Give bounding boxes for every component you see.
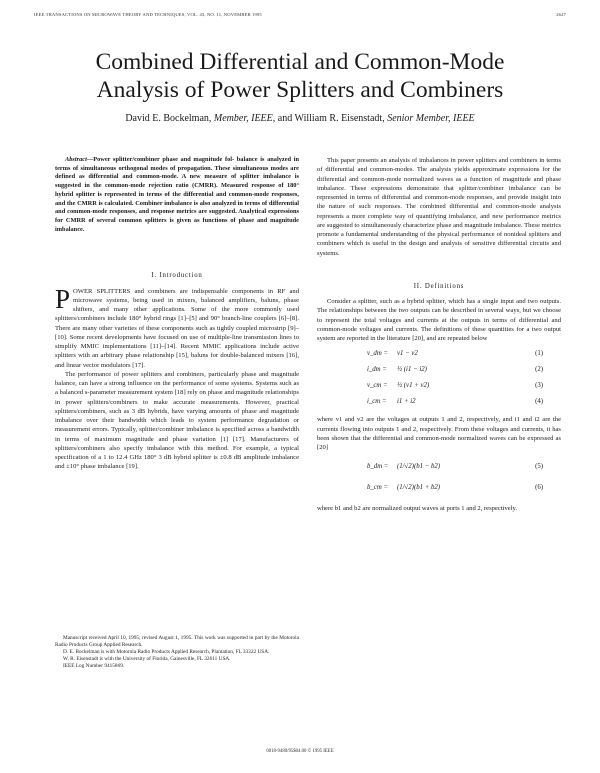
equation-lhs: v_cm = [367,382,388,390]
author-1: David E. Bockelman, [125,113,214,124]
equation-rhs: i1 + i2 [397,398,416,406]
abstract-text: —Power splitter/combiner phase and magnitude fol- balance is analyzed in terms of simultaneous orthogonal modes of propagation. These simultaneous modes are defined as differential and common-mode. A new measure of splitter imbalance is suggested in the common-mode rejection ratio (CMRR). Measured response of 180° hybrid splitter is represented in terms of the differential and common-mode responses, and the CMRR is calculated. Combiner imbalance is also analyzed in terms of differential and common-mode responses, and response metrics are suggested. Analytical expressions for CMRR of several common splitters is given as functions of phase and magnitude imbalance. [55,156,299,233]
intro-paragraph-1-text: OWER SPLITTERS and combiners are indispensable components in RF and microwave systems, being used in mixers, balanced amplifiers, baluns, phase shifters, and many other applications. Some of the more commonly used splitters/combiners include 180° hybrid rings [1]–[5] and 90° branch-line couplers [6]–[8]. There are many other varieties of these components such as tightly coupled microstrip [9]–[10]. Some recent developments have focused on use of multiple-line transmission lines to simplify MMIC implementations [11]–[14]. Recent MMIC applications include active splitters with an arbitrary phase relationship [15], baluns for double-balanced mixers [16], and linear vector modulators [17]. [55,287,299,369]
equation-row [317,395,561,411]
author-1-role: Member, IEEE [213,113,273,124]
equation-number: (3) [535,382,543,390]
author-2-role: Senior Member, IEEE [387,113,475,124]
equation-lhs: i_cm = [367,398,387,406]
section-heading-definitions: II. Definitions [413,282,465,290]
equation-number: (1) [535,350,543,358]
equation-rhs: (1/√2)(b1 + b2) [397,484,441,492]
equation-rhs: (1/√2)(b1 − b2) [397,463,441,471]
running-head [34,12,566,17]
left-column [55,156,299,472]
equation-lhs: v_dm = [367,350,389,358]
section-heading-introduction: I. Introduction [151,272,203,280]
equation-lhs: i_dm = [367,366,387,374]
footnote-received: Manuscript received April 10, 1995; revised August 1, 1995. This work was supported in part by the Motorola Radio Products Group Applied Research. [55,635,299,648]
right-column [317,156,561,514]
equation-number: (6) [535,484,543,492]
paper-title [0,48,600,104]
equation-row [317,477,561,498]
intro-paragraph-2: The performance of power splitters and combiners, particularly phase and magnitude balance, can have a strong influence on the performance of some systems. Systems such as a balanced s-parameter measurement system [18] rely on phase and magnitude relationships in power splitters/combiners to make accurate measurements. However, practical splitters/combiners, such as 3 dB hybrids, have varying amounts of phase and magnitude imbalance over their bandwidth which leads to system performance degradation or measurement errors. Typically, splitter/combiner imbalance is specified across a bandwidth in terms of maximum magnitude and phase variation [1] [17]. Manufacturers of splitters/combiners also specify imbalance with this method. For example, a typical specification of a 1 to 12.4 GHz 180° 3 dB hybrid splitter is ±0.8 dB amplitude imbalance and ±10° phase imbalance [19]. [55,370,299,471]
equation-rhs: v1 − v2 [397,350,418,358]
equation-row [317,347,561,363]
title-line-1: Combined Differential and Common-Mode [95,49,505,75]
footnote-author-2: W. R. Eisenstadt is with the University of Florida, Gainesville, FL 32611 USA. [63,655,231,662]
drop-cap: P [55,283,71,314]
footnote-author-1: D. E. Bockelman is with Motorola Radio Products Applied Research, Plantation, FL 33322 USA. [63,648,270,655]
abstract-label: Abstract [65,156,87,163]
equation-rhs: ½ (i1 − i2) [397,366,427,374]
page-number: 2627 [556,12,566,17]
equation-row [317,363,561,379]
equation-number: (4) [535,398,543,406]
equation-lhs: b_dm = [367,463,389,471]
author-line [0,113,600,124]
equation-rhs: ½ (v1 + v2) [397,382,430,390]
title-line-2: Analysis of Power Splitters and Combiners [96,77,504,103]
definitions-paragraph-2: where v1 and v2 are the voltages at outputs 1 and 2, respectively, and i1 and i2 are the currents flowing into outputs 1 and 2, respectively. From these voltages and currents, it has been shown that the differential and common-mode normalized waves can be expressed as [20] [317,416,561,451]
intro-paragraph-1 [55,283,299,370]
equation-number: (2) [535,366,543,374]
footnote-log-number: IEEE Log Number 9415869. [63,662,125,669]
journal-header: IEEE TRANSACTIONS ON MICROWAVE THEORY AND TECHNIQUES, VOL. 43, NO. 11, NOVEMBER 1995 [34,12,262,17]
equation-row [317,456,561,477]
definitions-paragraph-1: Consider a splitter, such as a hybrid splitter, which has a single input and two outputs. The relationships between the two outputs can be described in several ways, but we choose to represent the total voltages and currents at the outputs in terms of differential and common-mode voltages and currents. The definitions of these quantities for a two output system are reported in the literature [20], and are repeated below [317,298,561,342]
copyright-footer: 0018-9480/95$04.00 © 1995 IEEE [266,749,334,754]
equation-lhs: b_cm = [367,484,389,492]
abstract [55,156,299,234]
equation-number: (5) [535,463,543,471]
right-intro-paragraph: This paper presents an analysis of imbalances in power splitters and combiners in terms of differential and common-modes. The analysis yields approximate expressions for the differential and common-mode normalized waves as a function of magnitude and phase imbalance. These expressions demonstrate that splitter/combiner imbalance can be represented in terms of differential and common-mode responses, and provide insight into the nature of such responses. The combined differential and common-mode analysis represents a more complete way of quantifying imbalance, and new performance metrics are suggested to simultaneously characterize phase and magnitude imbalance. These metrics promote a fundamental understanding of the physical performance of nonideal splitters and combiners which is useful in the design and analysis of sensitive differential circuits and systems. [317,157,561,257]
definitions-paragraph-3: where b1 and b2 are normalized output waves at ports 1 and 2, respectively. [317,505,518,513]
author-connector: , and William R. Eisenstadt, [272,113,388,124]
footnotes [55,635,299,670]
equation-row [317,379,561,395]
